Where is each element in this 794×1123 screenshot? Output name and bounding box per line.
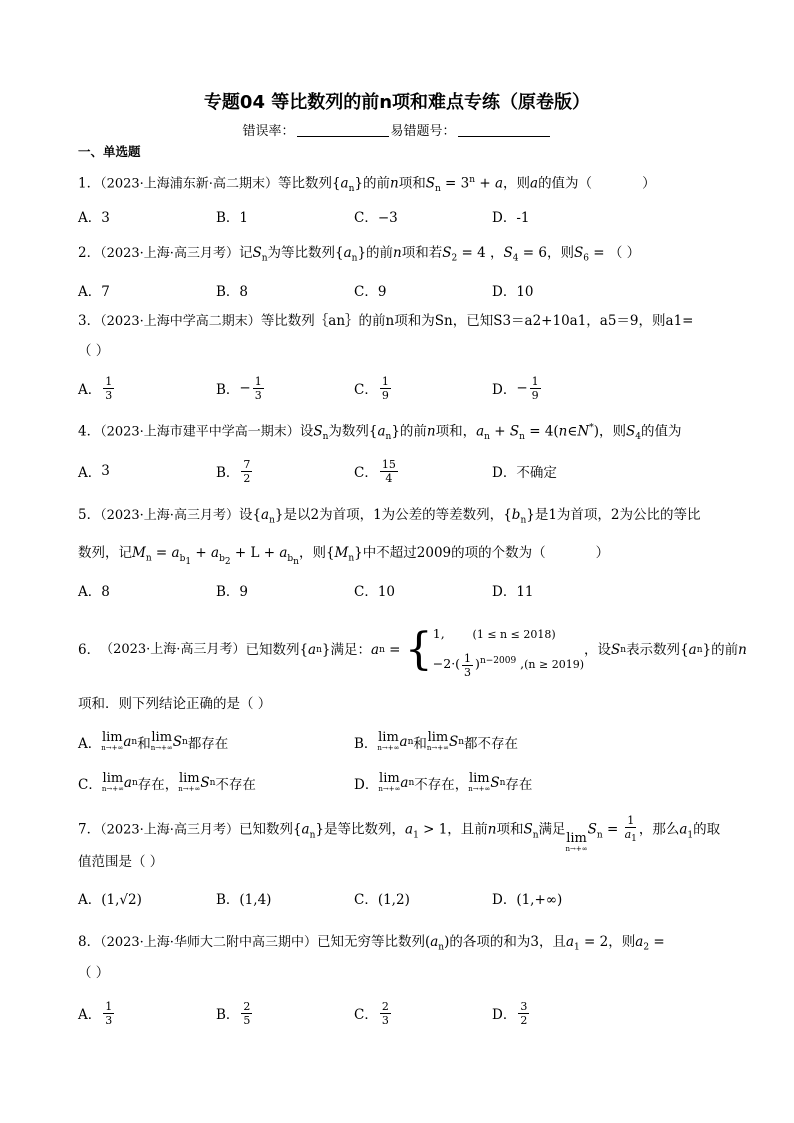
piecewise-brace: { [404, 624, 433, 675]
q5-option-d[interactable]: D．11 [492, 584, 534, 600]
question-8-options [78, 997, 638, 1029]
q8-option-a[interactable]: A． $\frac{1}{3}$ [78, 999, 113, 1027]
q3-option-c[interactable]: C． $\frac{1}{9}$ [354, 374, 389, 402]
q8-option-b[interactable]: B． $\frac{2}{5}$ [216, 999, 251, 1027]
question-5-line-2: 数列，记$M_n = a_{b_1} + a_{b_2} + L + a_{b_n}$，则$\{M_n\}$中不超过2009的项的个数为（ ） [78, 545, 610, 567]
question-6-line-2: 项和．则下列结论正确的是（ ） [78, 696, 272, 712]
page-title: 专题04 等比数列的前n项和难点专练（原卷版） [203, 92, 591, 113]
q1-option-a[interactable]: A．3 [78, 210, 110, 226]
q4-option-c[interactable]: C． $\frac{15}{4}$ [354, 457, 396, 485]
q6-option-a[interactable]: A． lim n→+∞ a n 和 lim n→+∞ S n 都存在 [78, 730, 229, 752]
question-8-line-2: （ ） [78, 965, 110, 981]
question-8: 8．（2023·上海·华师大二附中高三期中）已知无穷等比数列$(a_n)$的各项的和为3，且$a_1 = 2$，则$a_2$ = [78, 934, 665, 953]
q3-option-d[interactable]: D． − $\frac{1}{9}$ [492, 374, 539, 402]
q7-option-d[interactable]: D．(1,+∞) [492, 892, 563, 908]
question-7-line-2: 值范围是（ ） [78, 854, 164, 870]
question-2-options [78, 274, 638, 306]
q1-option-d[interactable]: D．-1 [492, 210, 530, 226]
q5-option-b[interactable]: B．9 [216, 584, 249, 600]
q4-option-b[interactable]: B． $\frac{7}{2}$ [216, 457, 251, 485]
question-5: 5．（2023·上海·高三月考）设$\{a_n\}$是以2为首项，1为公差的等差数列，$\{b_n\}$是1为首项，2为公比的等比 [78, 507, 701, 526]
question-1-options [78, 200, 638, 232]
q4-option-a[interactable]: A． 3 [78, 463, 110, 481]
question-6-options-row-2 [78, 767, 678, 799]
q4-option-d[interactable]: D． 不确定 [492, 465, 557, 481]
question-3: 3．（2023·上海中学高二期末）等比数列｛an｝的前n项和为Sn，已知S3＝a2+10a1，a5＝9，则a1= [78, 313, 694, 329]
q7-option-c[interactable]: C．(1,2) [354, 892, 410, 908]
question-6: 6． （2023·上海·高三月考） 已知数列 { a n } 满足： a n = { 1, (1 ≤ n ≤ 2018) −2·( $\frac{1}{3}$ )$^{n-2009}$ ,(n ≥ 2019) ，设 S n 表示数列 { a n } 的前 n [78, 622, 728, 678]
q7-option-b[interactable]: B．(1,4) [216, 892, 272, 908]
question-5-options [78, 574, 638, 606]
q6-option-d[interactable]: D． lim n→+∞ a n 不存在， lim n→+∞ S n 存在 [354, 771, 533, 793]
question-7: 7．（2023·上海·高三月考）已知数列$\{a_n\}$是等比数列，$a_1 > 1$，且前n项和$S_n$满足 lim n→+∞ $S_n$ = $\frac{1}{a_1}$ ，那么$a_1$的取 [78, 814, 721, 853]
question-2: 2．（2023·上海·高三月考）记$S_n$为等比数列$\{a_n\}$的前n项和若$S_2 = 4$ ，$S_4 = 6$，则$S_6$ = （ ） [78, 245, 641, 264]
error-rate-blank[interactable] [297, 124, 389, 137]
question-3-line-2: （ ） [78, 343, 110, 359]
q7-option-a[interactable]: A．(1,√2) [78, 892, 142, 908]
question-7-options [78, 882, 638, 914]
piecewise-function: 1, (1 ≤ n ≤ 2018) −2·( $\frac{1}{3}$ )$^{n-2009}$ ,(n ≥ 2019) [432, 626, 585, 679]
q1-option-c[interactable]: C．−3 [354, 210, 398, 226]
q8-option-d[interactable]: D． $\frac{3}{2}$ [492, 999, 528, 1027]
q5-option-a[interactable]: A．8 [78, 584, 110, 600]
q5-option-c[interactable]: C．10 [354, 584, 396, 600]
score-line [0, 120, 794, 139]
wrong-items-blank[interactable] [458, 124, 550, 137]
q2-option-c[interactable]: C．9 [354, 284, 387, 300]
q2-option-b[interactable]: B．8 [216, 284, 249, 300]
question-6-options-row-1 [78, 726, 678, 758]
q6-option-b[interactable]: B． lim n→+∞ a n 和 lim n→+∞ S n 都不存在 [354, 730, 518, 752]
error-rate-label: 错误率： [242, 124, 295, 139]
question-4: 4．（2023·上海市建平中学高一期末）设$S_n$为数列$\{a_n\}$的前n项和，$a_n + S_n$ = 4(n∈N*)，则$S_4$的值为 [78, 423, 682, 443]
question-4-options [78, 455, 638, 487]
q2-option-d[interactable]: D．10 [492, 284, 534, 300]
q3-option-b[interactable]: B． − $\frac{1}{3}$ [216, 374, 262, 402]
question-1: 1．（2023·上海浦东新·高二期末）等比数列$\{a_n\}$的前n项和$S_n = 3^n + a$，则a的值为（ ） [78, 175, 656, 195]
wrong-items-label: 易错题号： [390, 124, 456, 139]
q2-option-a[interactable]: A．7 [78, 284, 110, 300]
section-heading: 一、单选题 [78, 144, 141, 159]
q1-option-b[interactable]: B．1 [216, 210, 249, 226]
q6-option-c[interactable]: C． lim n→+∞ a n 存在， lim n→+∞ S n 不存在 [78, 771, 256, 793]
question-3-options [78, 372, 638, 404]
q3-option-a[interactable]: A． $\frac{1}{3}$ [78, 374, 113, 402]
q8-option-c[interactable]: C． $\frac{2}{3}$ [354, 999, 389, 1027]
